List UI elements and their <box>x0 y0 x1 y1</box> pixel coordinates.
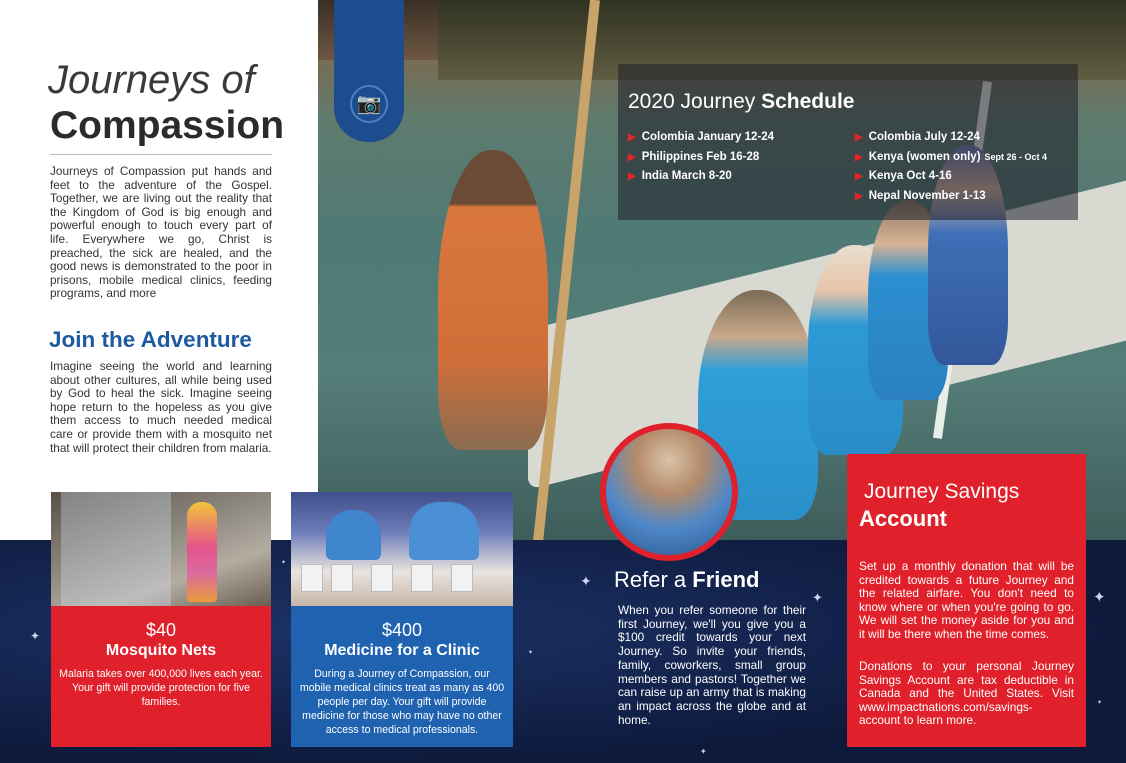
schedule-item: ▶ Colombia January 12-24 <box>628 131 775 143</box>
card-amount: $400 <box>381 620 423 640</box>
schedule-item: ▶ Kenya (women only) Sept 26 - Oct 4 <box>855 150 1048 163</box>
star-icon: ✦ <box>281 559 287 566</box>
schedule-item: ▶ India March 8-20 <box>628 170 732 182</box>
schedule-title: 2020 Journey Schedule <box>628 90 855 113</box>
schedule-item: ▶ Philippines Feb 16-28 <box>628 150 760 163</box>
photo-mosquito-net <box>61 492 171 606</box>
camera-tab <box>334 0 404 142</box>
schedule-item-note: Sept 26 - Oct 4 <box>984 151 1048 162</box>
page-title-line-1: Journeys of <box>48 58 255 102</box>
savings-heading-line-1: Journey Savings <box>864 480 1020 503</box>
photo-volunteer-2 <box>409 502 479 560</box>
triangle-bullet-icon: ▶ <box>855 151 863 163</box>
photo-boatman <box>438 150 548 450</box>
star-icon: ✦ <box>1093 588 1106 606</box>
triangle-bullet-icon: ▶ <box>855 190 863 202</box>
savings-paragraph-2: Donations to your personal Journey Savings Account are tax deductible in Canada and the United States. Visit www.impactnations.com/savings-account to learn more. <box>859 659 1074 727</box>
triangle-bullet-icon: ▶ <box>855 171 863 182</box>
savings-heading-line-2: Account <box>859 506 947 531</box>
card-text: During a Journey of Compassion, our mobile medical clinics treat as many as 400 people per day. Your gift will provide medicine for those who may have no other access to medical professionals. <box>299 668 505 736</box>
card-amount: $40 <box>145 620 177 640</box>
schedule-column-1 <box>628 131 774 190</box>
schedule-item: ▶ Kenya Oct 4-16 <box>855 170 952 182</box>
star-icon: ✦ <box>812 591 823 606</box>
title-divider <box>50 154 272 155</box>
intro-paragraph: Journeys of Compassion put hands and feet to the adventure of the Gospel. Together, we are living out the reality that the Kingdom of God is big enough and powerful enough to touch every part of life. Everywhere we go, Christ is preached, the sick are healed, and the good news is demonstrated to the poor in prisons, mobile medical clinics, feeding programs, and more <box>50 164 272 301</box>
refer-paragraph: When you refer someone for their first Journey, we'll you give you a $100 credit towards your next Journey. So invite your friends, family, coworkers, small group members and pastors! Together we can raise up an army that is making an impact across the globe and at home. <box>618 603 806 727</box>
card-title: Medicine for a Clinic <box>324 642 480 659</box>
photo-medicine-box <box>371 564 393 592</box>
medicine-clinic-card[interactable] <box>291 606 513 747</box>
photo-medicine-box <box>411 564 433 592</box>
photo-woman <box>187 502 217 602</box>
triangle-bullet-icon: ▶ <box>628 151 636 163</box>
photo-medicine-box <box>451 564 473 592</box>
camera-icon: 📷 <box>350 85 388 123</box>
schedule-item: ▶ Nepal November 1-13 <box>855 189 986 202</box>
star-icon: ✦ <box>1097 699 1103 706</box>
triangle-bullet-icon: ▶ <box>628 132 636 143</box>
clinic-photo <box>291 492 513 606</box>
savings-paragraph-1: Set up a monthly donation that will be credited towards a future Journey and the related airfare. You don't need to know where or when you're going to go. We will set the money aside for you and it will be there when the time comes. <box>859 559 1074 641</box>
join-heading: Join the Adventure <box>49 327 252 352</box>
photo-medicine-box <box>331 564 353 592</box>
card-text: Malaria takes over 400,000 lives each year. Your gift will provide protection for five families. <box>59 668 263 708</box>
savings-account-box <box>847 454 1086 747</box>
join-paragraph: Imagine seeing the world and learning about other cultures, all while being used by God to heal the sick. Imagine seeing hope return to the hopeless as you give them access to much needed medical care or provide them with a mosquito net that will protect their children from malaria. <box>50 359 272 455</box>
star-icon: ✦ <box>528 649 534 656</box>
refer-heading: Refer a Friend <box>614 567 760 592</box>
star-icon: ✦ <box>30 629 41 643</box>
group-photo-circle <box>600 423 738 561</box>
schedule-column-2 <box>855 131 1047 209</box>
photo-medicine-box <box>301 564 323 592</box>
journey-schedule-box <box>618 64 1078 220</box>
star-icon: ✦ <box>580 574 592 590</box>
triangle-bullet-icon: ▶ <box>855 132 863 143</box>
triangle-bullet-icon: ▶ <box>628 171 636 182</box>
page-title-line-2: Compassion <box>50 104 285 147</box>
photo-volunteer-1 <box>326 510 381 560</box>
star-icon: ✦ <box>700 747 707 756</box>
mosquito-nets-card[interactable] <box>51 606 271 747</box>
mosquito-net-photo <box>51 492 271 606</box>
card-title: Mosquito Nets <box>105 642 217 659</box>
schedule-item: ▶ Colombia July 12-24 <box>855 131 980 143</box>
